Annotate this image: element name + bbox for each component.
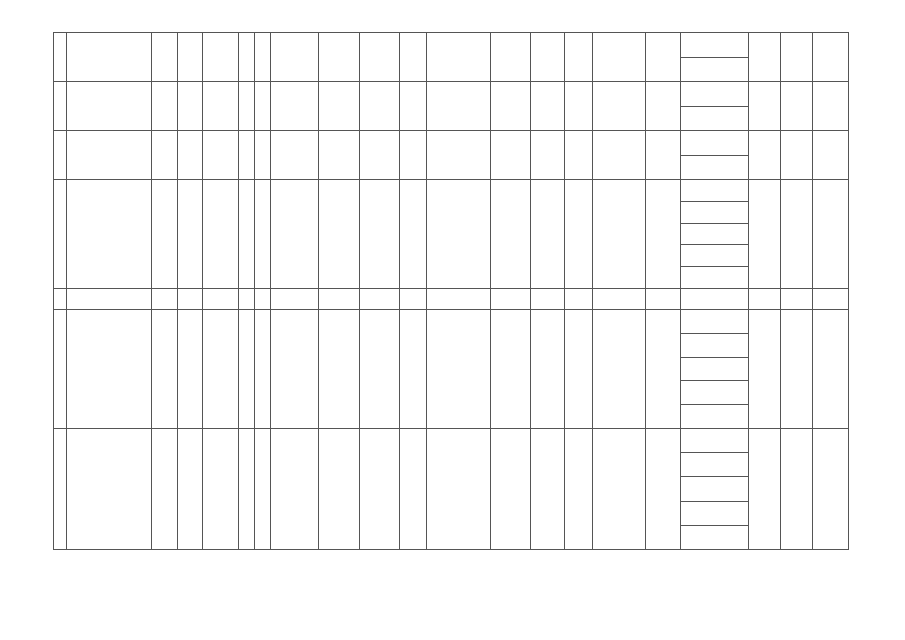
deadline-cell <box>812 310 848 429</box>
wall-material-cell <box>203 33 239 82</box>
work-type-item <box>681 334 748 358</box>
floors-count-cell <box>239 289 255 310</box>
address-cell <box>66 33 151 82</box>
area-owned-cell <box>359 82 399 131</box>
cost-total-cell <box>426 33 490 82</box>
wall-material-cell <box>203 310 239 429</box>
row-number-cell <box>54 310 67 429</box>
unit-cost-cell <box>748 131 780 180</box>
cost-owners-cell <box>593 180 646 289</box>
cost-budget-b-cell <box>565 429 593 550</box>
work-type-item <box>681 381 748 405</box>
entrances-count-cell <box>255 310 271 429</box>
work-type-item <box>681 33 748 58</box>
work-type-item <box>681 289 748 309</box>
row-number-cell <box>54 180 67 289</box>
cost-budget-a-cell <box>531 429 565 550</box>
cost-budget-b-cell <box>565 310 593 429</box>
year-built-cell <box>152 131 178 180</box>
deadline-cell <box>812 131 848 180</box>
unit-cost-cell <box>748 289 780 310</box>
area-owned-cell <box>359 180 399 289</box>
unit-cost-cell <box>748 310 780 429</box>
work-type-item <box>681 358 748 382</box>
cost-total-cell <box>426 310 490 429</box>
max-unit-cost-cell <box>780 82 812 131</box>
cost-budget-b-cell <box>565 131 593 180</box>
address-cell <box>66 289 151 310</box>
repair-table <box>53 32 849 550</box>
entrances-count-cell <box>255 180 271 289</box>
area-living-cell <box>319 180 359 289</box>
address-cell <box>66 429 151 550</box>
deadline-cell <box>812 33 848 82</box>
work-type-item <box>681 224 748 246</box>
deadline-cell <box>812 429 848 550</box>
year-commissioned-cell <box>177 310 203 429</box>
cost-budget-a-cell <box>531 289 565 310</box>
table-body <box>54 33 849 550</box>
area-living-cell <box>319 429 359 550</box>
cost-other-cell <box>646 180 680 289</box>
cost-budget-b-cell <box>565 289 593 310</box>
year-built-cell <box>152 429 178 550</box>
year-built-cell <box>152 33 178 82</box>
cost-total-cell <box>426 180 490 289</box>
wall-material-cell <box>203 429 239 550</box>
entrances-count-cell <box>255 33 271 82</box>
year-built-cell <box>152 82 178 131</box>
entrances-count-cell <box>255 429 271 550</box>
residents-count-cell <box>400 310 427 429</box>
cost-owners-cell <box>593 82 646 131</box>
table-row <box>54 180 849 289</box>
entrances-count-cell <box>255 131 271 180</box>
floors-count-cell <box>239 33 255 82</box>
cost-owners-cell <box>593 289 646 310</box>
unit-cost-cell <box>748 429 780 550</box>
cost-budget-a-cell <box>531 131 565 180</box>
residents-count-cell <box>400 82 427 131</box>
row-number-cell <box>54 82 67 131</box>
cost-other-cell <box>646 131 680 180</box>
max-unit-cost-cell <box>780 310 812 429</box>
work-types-cell <box>680 131 748 180</box>
address-cell <box>66 131 151 180</box>
table-row <box>54 82 849 131</box>
work-type-item <box>681 131 748 156</box>
area-owned-cell <box>359 33 399 82</box>
wall-material-cell <box>203 82 239 131</box>
unit-cost-cell <box>748 82 780 131</box>
area-total-cell <box>271 310 319 429</box>
cost-other-cell <box>646 82 680 131</box>
table-row <box>54 33 849 82</box>
cost-budget-a-cell <box>531 33 565 82</box>
residents-count-cell <box>400 33 427 82</box>
cost-total-cell <box>426 289 490 310</box>
year-commissioned-cell <box>177 131 203 180</box>
max-unit-cost-cell <box>780 429 812 550</box>
cost-owners-cell <box>593 33 646 82</box>
deadline-cell <box>812 82 848 131</box>
year-commissioned-cell <box>177 33 203 82</box>
row-number-cell <box>54 289 67 310</box>
cost-fund-cell <box>490 310 530 429</box>
area-total-cell <box>271 82 319 131</box>
residents-count-cell <box>400 131 427 180</box>
work-type-item <box>681 526 748 549</box>
area-total-cell <box>271 180 319 289</box>
cost-owners-cell <box>593 310 646 429</box>
year-commissioned-cell <box>177 289 203 310</box>
max-unit-cost-cell <box>780 33 812 82</box>
work-types-cell <box>680 180 748 289</box>
year-built-cell <box>152 180 178 289</box>
wall-material-cell <box>203 289 239 310</box>
cost-fund-cell <box>490 33 530 82</box>
cost-budget-b-cell <box>565 33 593 82</box>
work-types-cell <box>680 310 748 429</box>
row-number-cell <box>54 131 67 180</box>
area-owned-cell <box>359 289 399 310</box>
work-types-cell <box>680 289 748 310</box>
work-type-item <box>681 405 748 428</box>
year-commissioned-cell <box>177 180 203 289</box>
residents-count-cell <box>400 429 427 550</box>
cost-total-cell <box>426 131 490 180</box>
row-number-cell <box>54 33 67 82</box>
cost-fund-cell <box>490 131 530 180</box>
area-owned-cell <box>359 429 399 550</box>
cost-other-cell <box>646 310 680 429</box>
work-type-item <box>681 180 748 202</box>
floors-count-cell <box>239 429 255 550</box>
work-type-item <box>681 202 748 224</box>
area-owned-cell <box>359 131 399 180</box>
area-living-cell <box>319 289 359 310</box>
table-row <box>54 429 849 550</box>
residents-count-cell <box>400 180 427 289</box>
area-owned-cell <box>359 310 399 429</box>
work-type-item <box>681 82 748 107</box>
area-living-cell <box>319 131 359 180</box>
residents-count-cell <box>400 289 427 310</box>
floors-count-cell <box>239 180 255 289</box>
entrances-count-cell <box>255 289 271 310</box>
floors-count-cell <box>239 82 255 131</box>
row-number-cell <box>54 429 67 550</box>
cost-owners-cell <box>593 131 646 180</box>
work-type-item <box>681 502 748 526</box>
max-unit-cost-cell <box>780 131 812 180</box>
max-unit-cost-cell <box>780 289 812 310</box>
area-total-cell <box>271 131 319 180</box>
work-type-item <box>681 58 748 82</box>
area-total-cell <box>271 33 319 82</box>
work-type-item <box>681 156 748 180</box>
cost-budget-a-cell <box>531 310 565 429</box>
area-total-cell <box>271 289 319 310</box>
work-types-cell <box>680 33 748 82</box>
table-row <box>54 310 849 429</box>
cost-total-cell <box>426 429 490 550</box>
max-unit-cost-cell <box>780 180 812 289</box>
work-type-item <box>681 267 748 288</box>
deadline-cell <box>812 180 848 289</box>
wall-material-cell <box>203 180 239 289</box>
work-type-item <box>681 477 748 501</box>
cost-owners-cell <box>593 429 646 550</box>
cost-budget-b-cell <box>565 180 593 289</box>
address-cell <box>66 82 151 131</box>
cost-budget-b-cell <box>565 82 593 131</box>
cost-fund-cell <box>490 429 530 550</box>
area-living-cell <box>319 33 359 82</box>
unit-cost-cell <box>748 180 780 289</box>
work-type-item <box>681 429 748 453</box>
cost-fund-cell <box>490 289 530 310</box>
year-commissioned-cell <box>177 429 203 550</box>
cost-total-cell <box>426 82 490 131</box>
address-cell <box>66 310 151 429</box>
work-types-cell <box>680 429 748 550</box>
work-types-cell <box>680 82 748 131</box>
work-type-item <box>681 107 748 131</box>
area-living-cell <box>319 82 359 131</box>
address-cell <box>66 180 151 289</box>
table-row <box>54 289 849 310</box>
wall-material-cell <box>203 131 239 180</box>
cost-fund-cell <box>490 82 530 131</box>
cost-budget-a-cell <box>531 82 565 131</box>
cost-budget-a-cell <box>531 180 565 289</box>
cost-fund-cell <box>490 180 530 289</box>
year-commissioned-cell <box>177 82 203 131</box>
work-type-item <box>681 453 748 477</box>
work-type-item <box>681 245 748 267</box>
year-built-cell <box>152 289 178 310</box>
cost-other-cell <box>646 33 680 82</box>
cost-other-cell <box>646 429 680 550</box>
work-type-item <box>681 310 748 334</box>
unit-cost-cell <box>748 33 780 82</box>
area-total-cell <box>271 429 319 550</box>
year-built-cell <box>152 310 178 429</box>
cost-other-cell <box>646 289 680 310</box>
table-row <box>54 131 849 180</box>
floors-count-cell <box>239 310 255 429</box>
deadline-cell <box>812 289 848 310</box>
area-living-cell <box>319 310 359 429</box>
floors-count-cell <box>239 131 255 180</box>
entrances-count-cell <box>255 82 271 131</box>
